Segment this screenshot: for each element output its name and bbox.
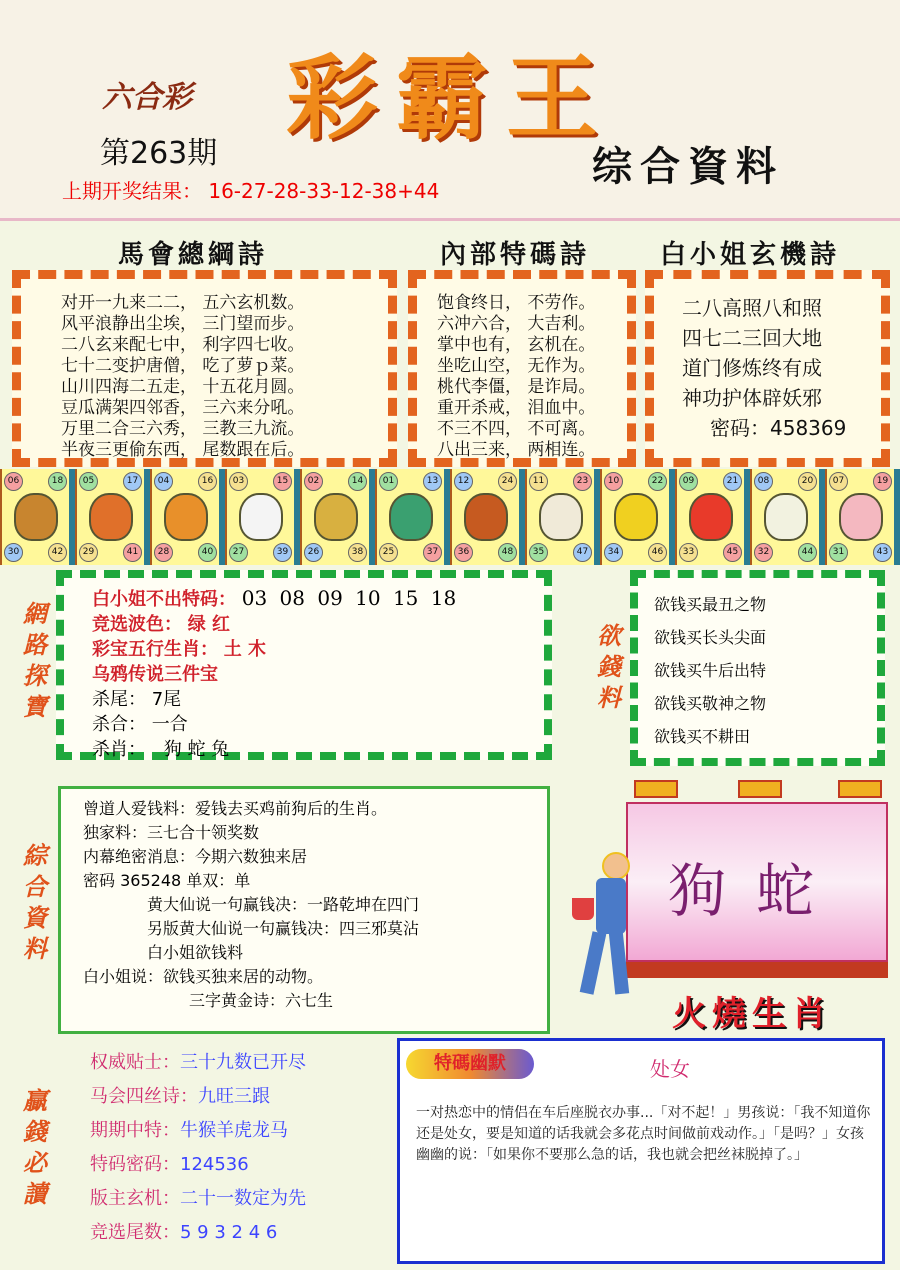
header-banner xyxy=(0,0,900,221)
number-ball: 14 xyxy=(348,472,367,491)
liuhecai-label: 六合彩 xyxy=(102,80,192,115)
winning-row xyxy=(90,1182,390,1216)
number-ball: 24 xyxy=(498,472,517,491)
pig-icon xyxy=(839,493,883,541)
number-ball: 40 xyxy=(198,543,217,562)
number-ball: 16 xyxy=(198,472,217,491)
miss-password-value: 458369 xyxy=(770,416,847,440)
winning-row-value: 牛猴羊虎龙马 xyxy=(180,1120,288,1141)
winning-row-value: 三十九数已开尽 xyxy=(180,1052,306,1073)
money-box xyxy=(630,570,885,766)
dog-icon xyxy=(764,493,808,541)
number-ball: 38 xyxy=(348,543,367,562)
comp-password-value: 365248 xyxy=(120,871,182,890)
kill-combo-value: 一合 xyxy=(151,714,188,735)
winning-row-label: 版主玄机： xyxy=(90,1188,180,1209)
kill-zodiac-label: 杀肖： xyxy=(92,739,146,760)
comp-line-3: 内幕绝密消息：今期六数独来居 xyxy=(83,847,308,866)
winning-row xyxy=(90,1080,390,1114)
inner-poem-line: 不三不四， 不可离。 xyxy=(437,419,596,439)
number-ball: 21 xyxy=(723,472,742,491)
rooster-icon xyxy=(689,493,733,541)
miss-poem-line: 四七二三回大地 xyxy=(682,326,822,350)
number-ball: 34 xyxy=(604,543,623,562)
number-ball: 13 xyxy=(423,472,442,491)
wave-value: 绿 红 xyxy=(187,614,231,635)
winning-row-label: 马会四丝诗： xyxy=(90,1086,198,1107)
winning-row-value: 5 9 3 2 4 6 xyxy=(180,1222,278,1243)
number-ball: 07 xyxy=(829,472,848,491)
rat-icon xyxy=(14,493,58,541)
winning-list xyxy=(90,1046,390,1250)
inner-poem-line: 重开杀戒， 泪血中。 xyxy=(437,398,596,418)
money-item: 欲钱买不耕田 xyxy=(654,727,751,746)
comp-line-4 xyxy=(83,869,547,893)
horse-poem-line: 对开一九来二二， 五六玄机数。 xyxy=(61,293,305,313)
winning-row-label: 权威贴士： xyxy=(90,1052,180,1073)
number-ball: 28 xyxy=(154,543,173,562)
issue-number: 第263期 xyxy=(100,136,218,171)
comp-line-8: 白小姐说：欲钱买独来居的动物。 xyxy=(83,967,324,986)
number-ball: 25 xyxy=(379,543,398,562)
number-ball: 47 xyxy=(573,543,592,562)
inner-poem-title: 內部特碼詩 xyxy=(440,240,591,270)
number-ball: 10 xyxy=(604,472,623,491)
miss-poem-title: 白小姐玄機詩 xyxy=(660,240,841,270)
painter-head xyxy=(602,852,630,880)
horse-poem-lines xyxy=(61,293,388,461)
number-ball: 09 xyxy=(679,472,698,491)
number-ball: 19 xyxy=(873,472,892,491)
comp-line-6: 另版黄大仙说一句赢钱决：四三邪莫沾 xyxy=(147,919,420,938)
winning-row-label: 特码密码： xyxy=(90,1154,180,1175)
element-label: 彩宝五行生肖： xyxy=(92,639,218,660)
number-ball: 29 xyxy=(79,543,98,562)
miss-no-label: 白小姐不出特码： xyxy=(92,589,236,610)
winning-row xyxy=(90,1216,390,1250)
winning-row xyxy=(90,1148,390,1182)
number-ball: 02 xyxy=(304,472,323,491)
number-ball: 44 xyxy=(798,543,817,562)
comp-line-2: 独家料：三七合十领奖数 xyxy=(83,823,260,842)
humor-badge: 特碼幽默 xyxy=(406,1049,534,1079)
kill-combo-row xyxy=(92,712,544,737)
kill-zodiac-row xyxy=(92,737,544,762)
miss-password-label: 密码： xyxy=(710,416,770,440)
network-box xyxy=(56,570,552,760)
inner-poem-line: 饱食终日， 不劳作。 xyxy=(437,293,596,313)
kill-tail-label: 杀尾： xyxy=(92,689,146,710)
zodiac-strip xyxy=(0,469,900,565)
number-ball: 37 xyxy=(423,543,442,562)
inner-poem-line: 坐吃山空， 无作为。 xyxy=(437,356,596,376)
winning-row-value: 九旺三跟 xyxy=(198,1086,270,1107)
number-ball: 11 xyxy=(529,472,548,491)
number-ball: 48 xyxy=(498,543,517,562)
money-item: 欲钱买长头尖面 xyxy=(654,628,767,647)
number-ball: 03 xyxy=(229,472,248,491)
zodiac-cell xyxy=(450,469,525,565)
number-ball: 01 xyxy=(379,472,398,491)
miss-no-value: 03 08 09 10 15 18 xyxy=(241,586,457,610)
dragon-icon xyxy=(314,493,358,541)
winning-row-label: 竞选尾数： xyxy=(90,1222,180,1243)
miss-poem-lines xyxy=(682,293,881,413)
horse-icon xyxy=(464,493,508,541)
horse-poem-line: 二八玄来配七中， 利字四七收。 xyxy=(61,335,305,355)
number-ball: 33 xyxy=(679,543,698,562)
number-ball: 39 xyxy=(273,543,292,562)
horse-poem-line: 山川四海二五走， 十五花月圆。 xyxy=(61,377,305,397)
billboard-board xyxy=(626,802,888,962)
miss-password-row xyxy=(682,413,881,443)
billboard-caption: 火燒生肖 xyxy=(672,994,832,1034)
monkey-icon xyxy=(614,493,658,541)
subtitle: 综合資料 xyxy=(592,143,784,190)
kill-tail-value: 7尾 xyxy=(151,689,182,710)
element-value: 土 木 xyxy=(223,639,267,660)
humor-title: 处女 xyxy=(650,1057,690,1081)
comp-odd-even: 单双：单 xyxy=(186,871,251,890)
comp-line-5: 黄大仙说一句赢钱决：一路乾坤在四门 xyxy=(147,895,420,914)
inner-poem-line: 掌中也有， 玄机在。 xyxy=(437,335,596,355)
zodiac-cell xyxy=(825,469,900,565)
rabbit-icon xyxy=(239,493,283,541)
zodiac-cell xyxy=(0,469,75,565)
network-side-label: 網路探寶 xyxy=(23,599,47,721)
horse-poem-title: 馬會總綱詩 xyxy=(118,240,269,270)
zodiac-cell xyxy=(750,469,825,565)
winning-side-label: 贏錢必讀 xyxy=(23,1086,47,1208)
number-ball: 43 xyxy=(873,543,892,562)
paint-bucket-icon xyxy=(572,898,594,920)
brand-title: 彩霸王 xyxy=(286,44,617,152)
painter-leg xyxy=(609,931,629,994)
number-ball: 23 xyxy=(573,472,592,491)
wave-row xyxy=(92,612,544,637)
zodiac-cell xyxy=(675,469,750,565)
number-ball: 45 xyxy=(723,543,742,562)
comprehensive-box xyxy=(58,786,550,1034)
money-item: 欲钱买最丑之物 xyxy=(654,595,767,614)
number-ball: 17 xyxy=(123,472,142,491)
miss-poem-line: 道门修炼终有成 xyxy=(682,356,822,380)
number-ball: 36 xyxy=(454,543,473,562)
number-ball: 27 xyxy=(229,543,248,562)
humor-body: 一对热恋中的情侣在车后座脱衣办事...「对不起！」男孩说：「我不知道你还是处女，要是知道的话我就会多花点时间做前戏动作。」「是吗？」女孩幽幽的说：「如果你不要那么急的话，我也就会把丝袜脱掉了。」 xyxy=(416,1105,871,1163)
miss-poem-line: 神功护体辟妖邪 xyxy=(682,386,822,410)
element-row xyxy=(92,637,544,662)
comp-password-label: 密码 xyxy=(83,871,116,890)
miss-poem-line: 二八高照八和照 xyxy=(682,296,822,320)
number-ball: 42 xyxy=(48,543,67,562)
comp-line-9: 三字黄金诗：六七生 xyxy=(189,991,334,1010)
horse-poem-box xyxy=(12,270,397,467)
zodiac-cell xyxy=(525,469,600,565)
number-ball: 31 xyxy=(829,543,848,562)
number-ball: 15 xyxy=(273,472,292,491)
money-item: 欲钱买敬神之物 xyxy=(654,694,767,713)
billboard-base xyxy=(626,962,888,978)
number-ball: 08 xyxy=(754,472,773,491)
billboard-text: 狗蛇 xyxy=(668,857,845,925)
crow-row: 乌鸦传说三件宝 xyxy=(92,664,218,685)
kill-zodiac-value: 狗 蛇 兔 xyxy=(163,739,230,760)
humor-box xyxy=(397,1038,885,1264)
winning-row-label: 期期中特： xyxy=(90,1120,180,1141)
winning-row xyxy=(90,1046,390,1080)
money-item: 欲钱买牛后出特 xyxy=(654,661,767,680)
zodiac-cell xyxy=(600,469,675,565)
number-ball: 06 xyxy=(4,472,23,491)
number-ball: 35 xyxy=(529,543,548,562)
zodiac-cell xyxy=(75,469,150,565)
zodiac-cell xyxy=(225,469,300,565)
number-ball: 04 xyxy=(154,472,173,491)
inner-poem-line: 六冲六合， 大吉利。 xyxy=(437,314,596,334)
winning-row-value: 二十一数定为先 xyxy=(180,1188,306,1209)
zodiac-cell xyxy=(300,469,375,565)
painter-body xyxy=(596,878,626,934)
number-ball: 18 xyxy=(48,472,67,491)
number-ball: 41 xyxy=(123,543,142,562)
number-ball: 12 xyxy=(454,472,473,491)
horse-poem-line: 万里二合三六秀， 三教三九流。 xyxy=(61,419,305,439)
snake-icon xyxy=(389,493,433,541)
horse-poem-line: 豆瓜满架四邻香， 三六来分吼。 xyxy=(61,398,305,418)
zodiac-cell xyxy=(375,469,450,565)
zodiac-cell xyxy=(150,469,225,565)
painter-leg xyxy=(580,931,607,995)
horse-poem-line: 七十二变护唐僧， 吃了萝ｐ菜。 xyxy=(61,356,305,376)
goat-icon xyxy=(539,493,583,541)
number-ball: 30 xyxy=(4,543,23,562)
miss-poem-box xyxy=(645,270,890,467)
kill-tail-row xyxy=(92,687,544,712)
money-side-label: 欲錢料 xyxy=(597,621,621,712)
miss-no-row xyxy=(92,586,544,612)
comp-line-1: 曾道人爱钱料：爱钱去买鸡前狗后的生肖。 xyxy=(83,799,388,818)
inner-poem-line: 八出三来， 两相连。 xyxy=(437,440,596,460)
money-items xyxy=(654,588,877,753)
inner-poem-line: 桃代李僵， 是诈局。 xyxy=(437,377,596,397)
comprehensive-side-label: 綜合資料 xyxy=(23,841,47,963)
wave-label: 竞选波色： xyxy=(92,614,182,635)
winning-row-value: 124536 xyxy=(180,1154,249,1175)
number-ball: 32 xyxy=(754,543,773,562)
last-result: 上期开奖结果： 16-27-28-33-12-38+44 xyxy=(62,179,440,203)
kill-combo-label: 杀合： xyxy=(92,714,146,735)
horse-poem-line: 风平浪静出尘埃， 三门望而步。 xyxy=(61,314,305,334)
number-ball: 22 xyxy=(648,472,667,491)
number-ball: 20 xyxy=(798,472,817,491)
billboard-lamp xyxy=(738,780,782,798)
horse-poem-line: 半夜三更偷东西， 尾数跟在后。 xyxy=(61,440,305,460)
billboard-lamp xyxy=(838,780,882,798)
winning-row xyxy=(90,1114,390,1148)
ox-icon xyxy=(89,493,133,541)
number-ball: 05 xyxy=(79,472,98,491)
comp-line-7: 白小姐欲钱料 xyxy=(147,943,244,962)
inner-poem-box xyxy=(408,270,636,467)
billboard-lamp xyxy=(634,780,678,798)
billboard xyxy=(626,780,890,980)
inner-poem-lines xyxy=(437,293,627,461)
tiger-icon xyxy=(164,493,208,541)
painter-figure xyxy=(572,852,642,1002)
number-ball: 26 xyxy=(304,543,323,562)
number-ball: 46 xyxy=(648,543,667,562)
